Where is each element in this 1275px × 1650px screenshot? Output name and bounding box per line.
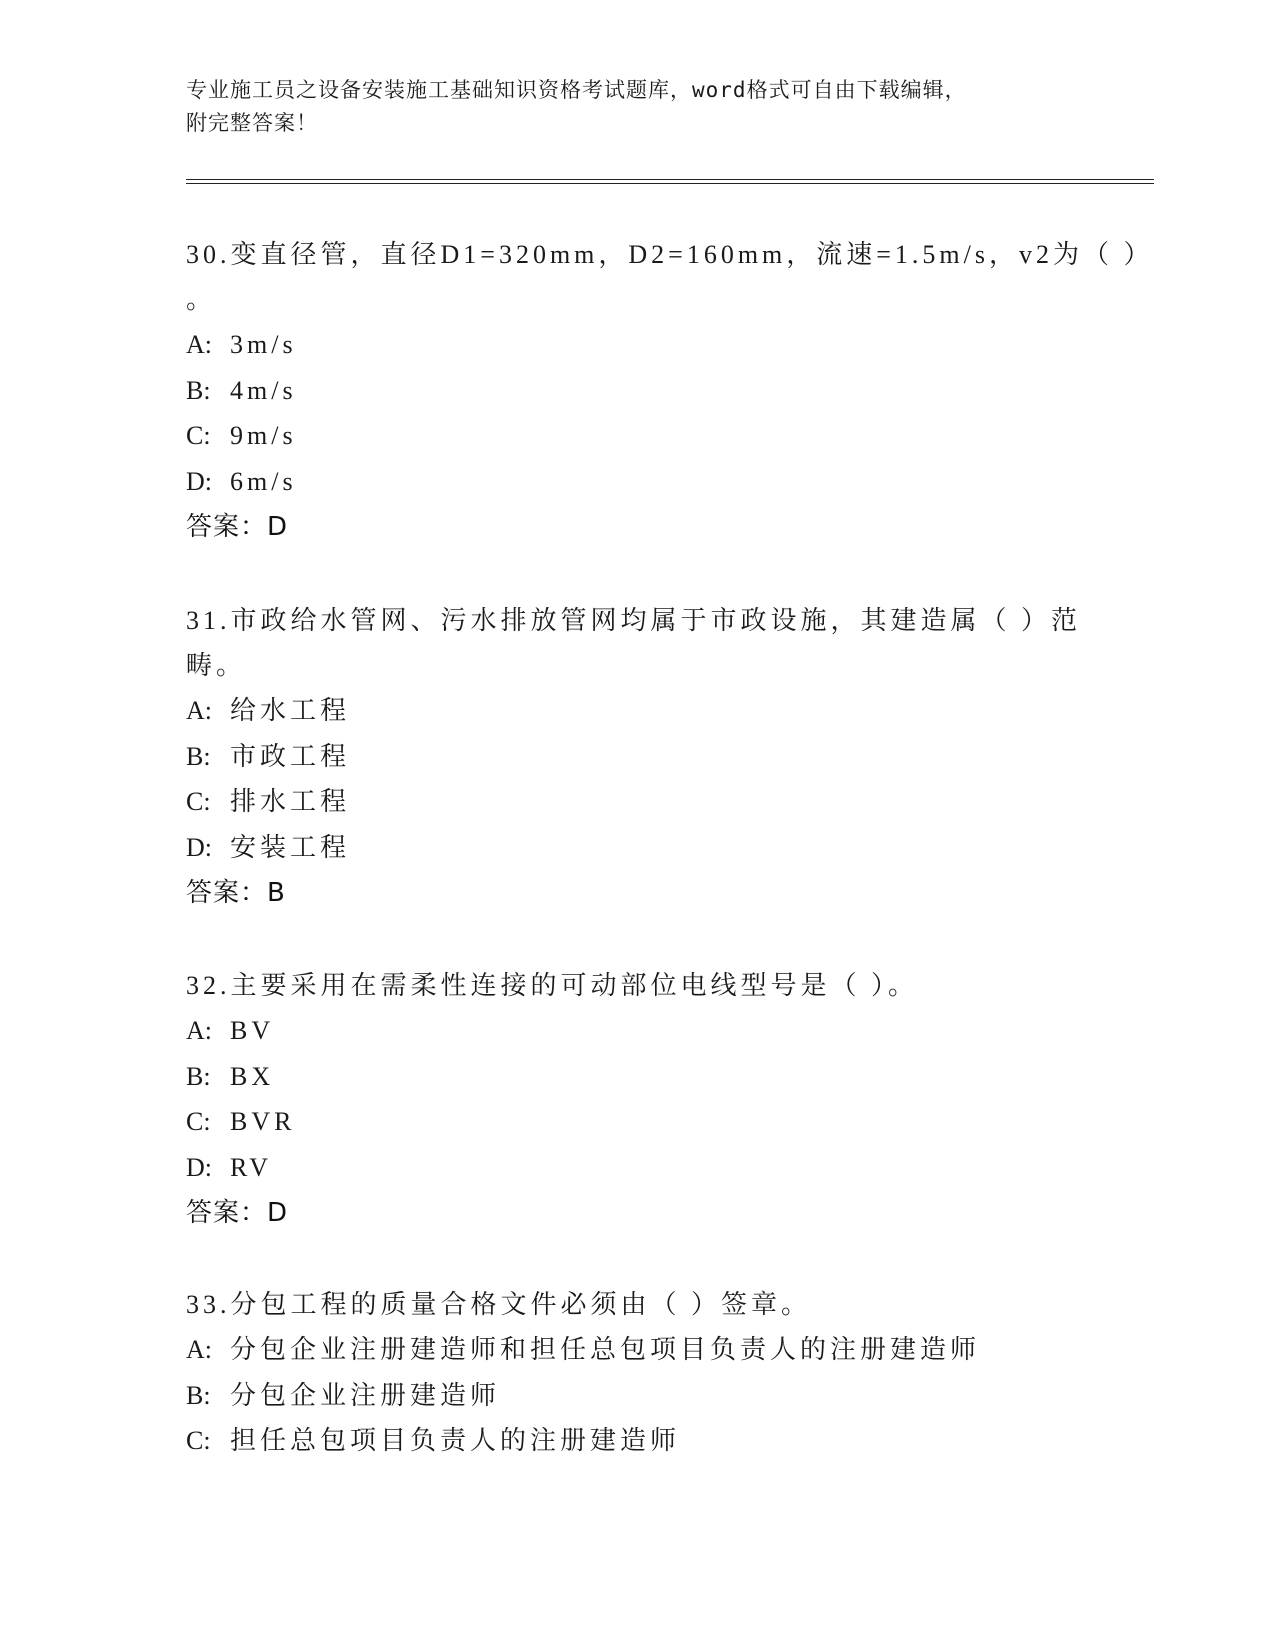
option-text: 分包企业注册建造师和担任总包项目负责人的注册建造师 bbox=[230, 1335, 981, 1364]
option-key: D: bbox=[186, 832, 212, 862]
question-31 bbox=[186, 598, 1086, 916]
question-33 bbox=[186, 1282, 1086, 1464]
header-line-1: 专业施工员之设备安装施工基础知识资格考试题库，word格式可自由下载编辑， bbox=[186, 78, 967, 102]
question-stem bbox=[186, 598, 1086, 688]
option-a bbox=[186, 1008, 1086, 1054]
option-key: C: bbox=[186, 1107, 211, 1136]
option-text: BVR bbox=[230, 1107, 296, 1136]
option-key: A: bbox=[186, 1335, 212, 1364]
option-key: B: bbox=[186, 1061, 211, 1091]
option-key: D: bbox=[186, 466, 212, 496]
option-key: B: bbox=[186, 741, 211, 771]
option-b bbox=[186, 1054, 1086, 1100]
option-text: 安装工程 bbox=[230, 832, 351, 862]
document-page bbox=[186, 0, 1156, 1650]
option-c bbox=[186, 1099, 1086, 1145]
option-key: A: bbox=[186, 330, 212, 359]
option-text: RV bbox=[230, 1152, 273, 1182]
question-stem-line-2: 。 bbox=[186, 285, 217, 314]
header-divider-top bbox=[186, 179, 1154, 180]
question-stem-line-2: 畴。 bbox=[186, 651, 247, 680]
option-b bbox=[186, 734, 1086, 780]
option-key: A: bbox=[186, 1016, 212, 1045]
option-d bbox=[186, 459, 1086, 505]
answer-line: 答案：D bbox=[186, 512, 289, 542]
option-c bbox=[186, 779, 1086, 825]
option-c bbox=[186, 1418, 1086, 1464]
option-text: BX bbox=[230, 1061, 275, 1091]
question-30 bbox=[186, 232, 1154, 550]
header-line-2: 附完整答案！ bbox=[186, 111, 318, 135]
question-stem bbox=[186, 1282, 1086, 1327]
option-key: C: bbox=[186, 421, 211, 450]
question-stem bbox=[186, 963, 1086, 1008]
option-text: 担任总包项目负责人的注册建造师 bbox=[230, 1426, 681, 1455]
option-a bbox=[186, 688, 1086, 734]
option-text: 4m/s bbox=[230, 375, 297, 405]
option-a bbox=[186, 1327, 1086, 1373]
option-key: D: bbox=[186, 1152, 212, 1182]
answer-line: 答案：B bbox=[186, 878, 286, 908]
question-stem bbox=[186, 232, 1154, 322]
option-text: 分包企业注册建造师 bbox=[230, 1380, 501, 1410]
question-stem-line-1: 33.分包工程的质量合格文件必须由（ ）签章。 bbox=[186, 1290, 812, 1319]
option-key: A: bbox=[186, 696, 212, 725]
option-text: 排水工程 bbox=[230, 787, 351, 816]
option-text: 3m/s bbox=[230, 330, 297, 359]
answer-line: 答案：D bbox=[186, 1198, 289, 1228]
option-key: C: bbox=[186, 787, 211, 816]
option-key: B: bbox=[186, 375, 211, 405]
option-text: BV bbox=[230, 1016, 275, 1045]
option-c bbox=[186, 413, 1086, 459]
option-d bbox=[186, 825, 1086, 871]
document-header bbox=[186, 74, 1086, 140]
option-text: 市政工程 bbox=[230, 741, 351, 771]
option-b bbox=[186, 1373, 1086, 1419]
option-a bbox=[186, 322, 1086, 368]
question-stem-line-1: 30.变直径管，直径D1=320mm，D2=160mm，流速=1.5m/s，v2为（ ） bbox=[186, 240, 1154, 269]
option-key: B: bbox=[186, 1380, 211, 1410]
option-key: C: bbox=[186, 1426, 211, 1455]
option-text: 6m/s bbox=[230, 466, 297, 496]
question-32 bbox=[186, 963, 1086, 1236]
option-b bbox=[186, 368, 1086, 414]
header-divider-bottom bbox=[186, 183, 1154, 184]
option-d bbox=[186, 1145, 1086, 1191]
option-text: 9m/s bbox=[230, 421, 297, 450]
option-text: 给水工程 bbox=[230, 696, 351, 725]
question-stem-line-1: 32.主要采用在需柔性连接的可动部位电线型号是（ ）。 bbox=[186, 971, 919, 1000]
question-stem-line-1: 31.市政给水管网、污水排放管网均属于市政设施，其建造属（ ）范 bbox=[186, 606, 1082, 635]
